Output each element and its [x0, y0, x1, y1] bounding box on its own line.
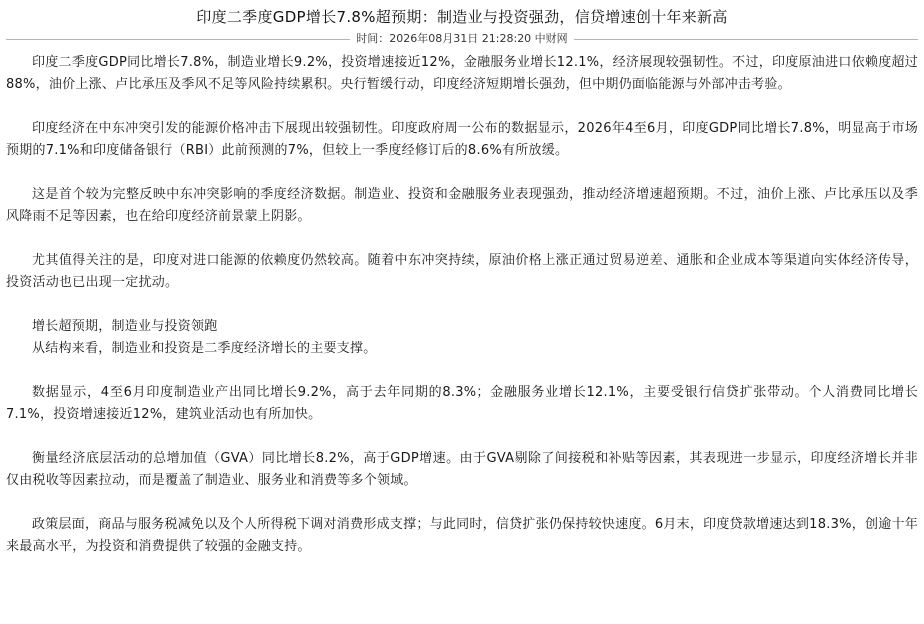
paragraph: 印度经济在中东冲突引发的能源价格冲击下展现出较强韧性。印度政府周一公布的数据显示，2026年4至6月，印度GDP同比增长7.8%，明显高于市场预期的7.1%和印度储备银行（RBI）此前预测的7%，但较上一季度经修订后的8.6%有所放缓。 — [6, 121, 918, 158]
paragraph: 尤其值得关注的是，印度对进口能源的依赖度仍然较高。随着中东冲突持续，原油价格上涨正通过贸易逆差、通胀和企业成本等渠道向实体经济传导，投资活动也已出现一定扰动。 — [6, 253, 918, 290]
paragraph: 从结构来看，制造业和投资是二季度经济增长的主要支撑。 — [32, 341, 377, 356]
paragraph-summary: 印度二季度GDP同比增长7.8%，制造业增长9.2%，投资增速接近12%，金融服务业增长12.1%，经济展现较强韧性。不过，印度原油进口依赖度超过88%，油价上涨、卢比承压及季风不足等风险持续累积。央行暂缓行动，印度经济短期增长强劲，但中期仍面临能源与外部冲击考验。 — [6, 55, 918, 92]
article-body — [6, 52, 918, 580]
paragraph: 政策层面，商品与服务税减免以及个人所得税下调对消费形成支撑；与此同时，信贷扩张仍保持较快速度。6月末，印度贷款增速达到18.3%，创逾十年来最高水平，为投资和消费提供了较强的金融支持。 — [6, 517, 918, 554]
section-heading: 增长超预期，制造业与投资领跑 — [32, 319, 218, 334]
paragraph: 这是首个较为完整反映中东冲突影响的季度经济数据。制造业、投资和金融服务业表现强劲，推动经济增速超预期。不过，油价上涨、卢比承压以及季风降雨不足等因素，也在给印度经济前景蒙上阴影。 — [6, 187, 918, 224]
article-meta — [0, 32, 924, 46]
paragraph: 衡量经济底层活动的总增加值（GVA）同比增长8.2%，高于GDP增速。由于GVA剔除了间接税和补贴等因素，其表现进一步显示，印度经济增长并非仅由税收等因素拉动，而是覆盖了制造业、服务业和消费等多个领域。 — [6, 451, 918, 488]
paragraph: 数据显示，4至6月印度制造业产出同比增长9.2%，高于去年同期的8.3%；金融服务业增长12.1%，主要受银行信贷扩张带动。个人消费同比增长7.1%，投资增速接近12%，建筑业活动也有所加快。 — [6, 385, 918, 422]
article-title: 印度二季度GDP增长7.8%超预期：制造业与投资强劲，信贷增速创十年来新高 — [196, 8, 728, 26]
publish-info: 时间：2026年08月31日 21:28:20 中财网 — [350, 32, 573, 45]
